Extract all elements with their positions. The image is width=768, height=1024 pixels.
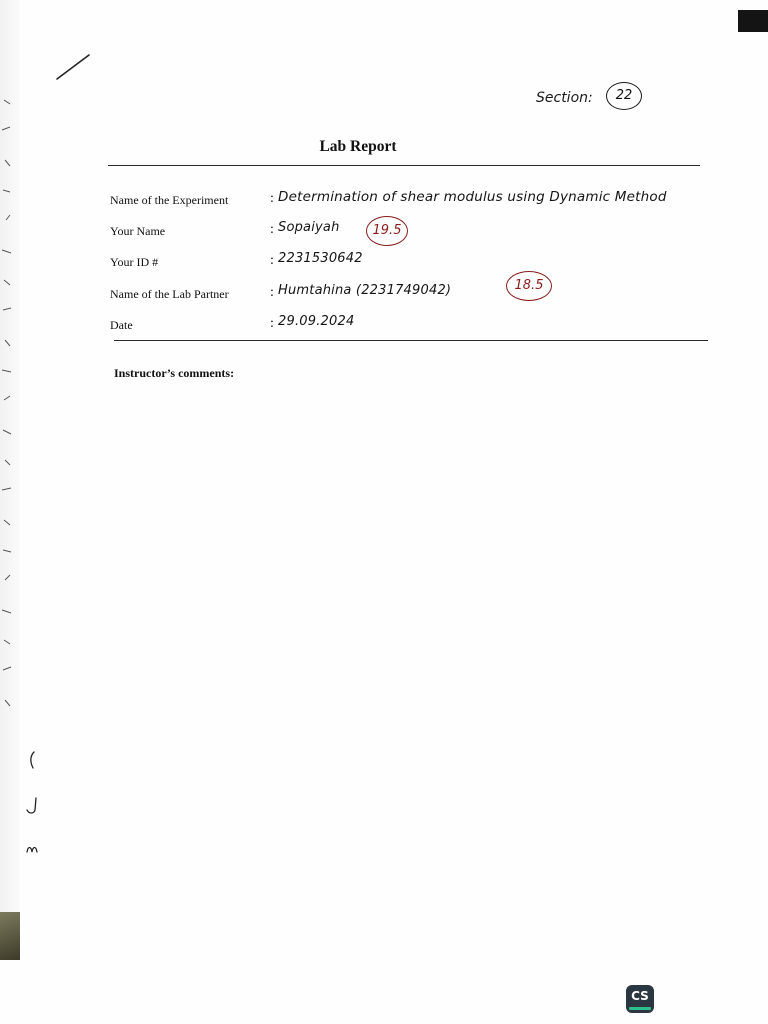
field-label: Name of the Lab Partner <box>110 287 229 301</box>
field-value-handwritten: Determination of shear modulus using Dynamic Method <box>278 189 667 205</box>
colon: : <box>270 191 274 206</box>
top-rule <box>108 165 700 166</box>
field-value-handwritten: Humtahina (2231749042) <box>278 283 452 298</box>
camscanner-logo-bar <box>629 1007 651 1010</box>
bottom-rule <box>114 340 708 341</box>
camscanner-logo-text: CS <box>631 989 649 1003</box>
colon: : <box>270 316 274 331</box>
scan-edge-mark <box>738 10 768 32</box>
camscanner-logo <box>626 985 654 1013</box>
field-value-handwritten: 2231530642 <box>278 251 363 266</box>
pen-stroke-mark <box>54 52 94 82</box>
binding-tear-marks <box>0 90 20 790</box>
field-row-name <box>110 222 710 246</box>
section-label: Section: <box>536 90 593 106</box>
colon: : <box>270 253 274 268</box>
colon: : <box>270 222 274 237</box>
field-row-experiment <box>110 191 710 215</box>
margin-scribbles <box>24 748 54 858</box>
grade-mark: 18.5 <box>506 271 552 301</box>
field-value-handwritten: 29.09.2024 <box>278 314 355 329</box>
field-label: Name of the Experiment <box>110 193 229 207</box>
field-row-partner <box>110 278 710 309</box>
field-row-id <box>110 253 710 277</box>
field-value-handwritten: Sopaiyah <box>278 220 340 235</box>
colon: : <box>270 285 274 300</box>
scan-shadow <box>0 912 20 960</box>
report-title: Lab Report <box>319 138 397 155</box>
field-label: Your Name <box>110 224 166 238</box>
grade-mark: 19.5 <box>366 216 408 246</box>
section-number: 22 <box>606 82 642 110</box>
field-row-date <box>110 316 710 340</box>
instructor-comments-label: Instructor’s comments: <box>114 366 235 380</box>
field-label: Date <box>110 318 133 332</box>
field-label: Your ID # <box>110 255 159 269</box>
